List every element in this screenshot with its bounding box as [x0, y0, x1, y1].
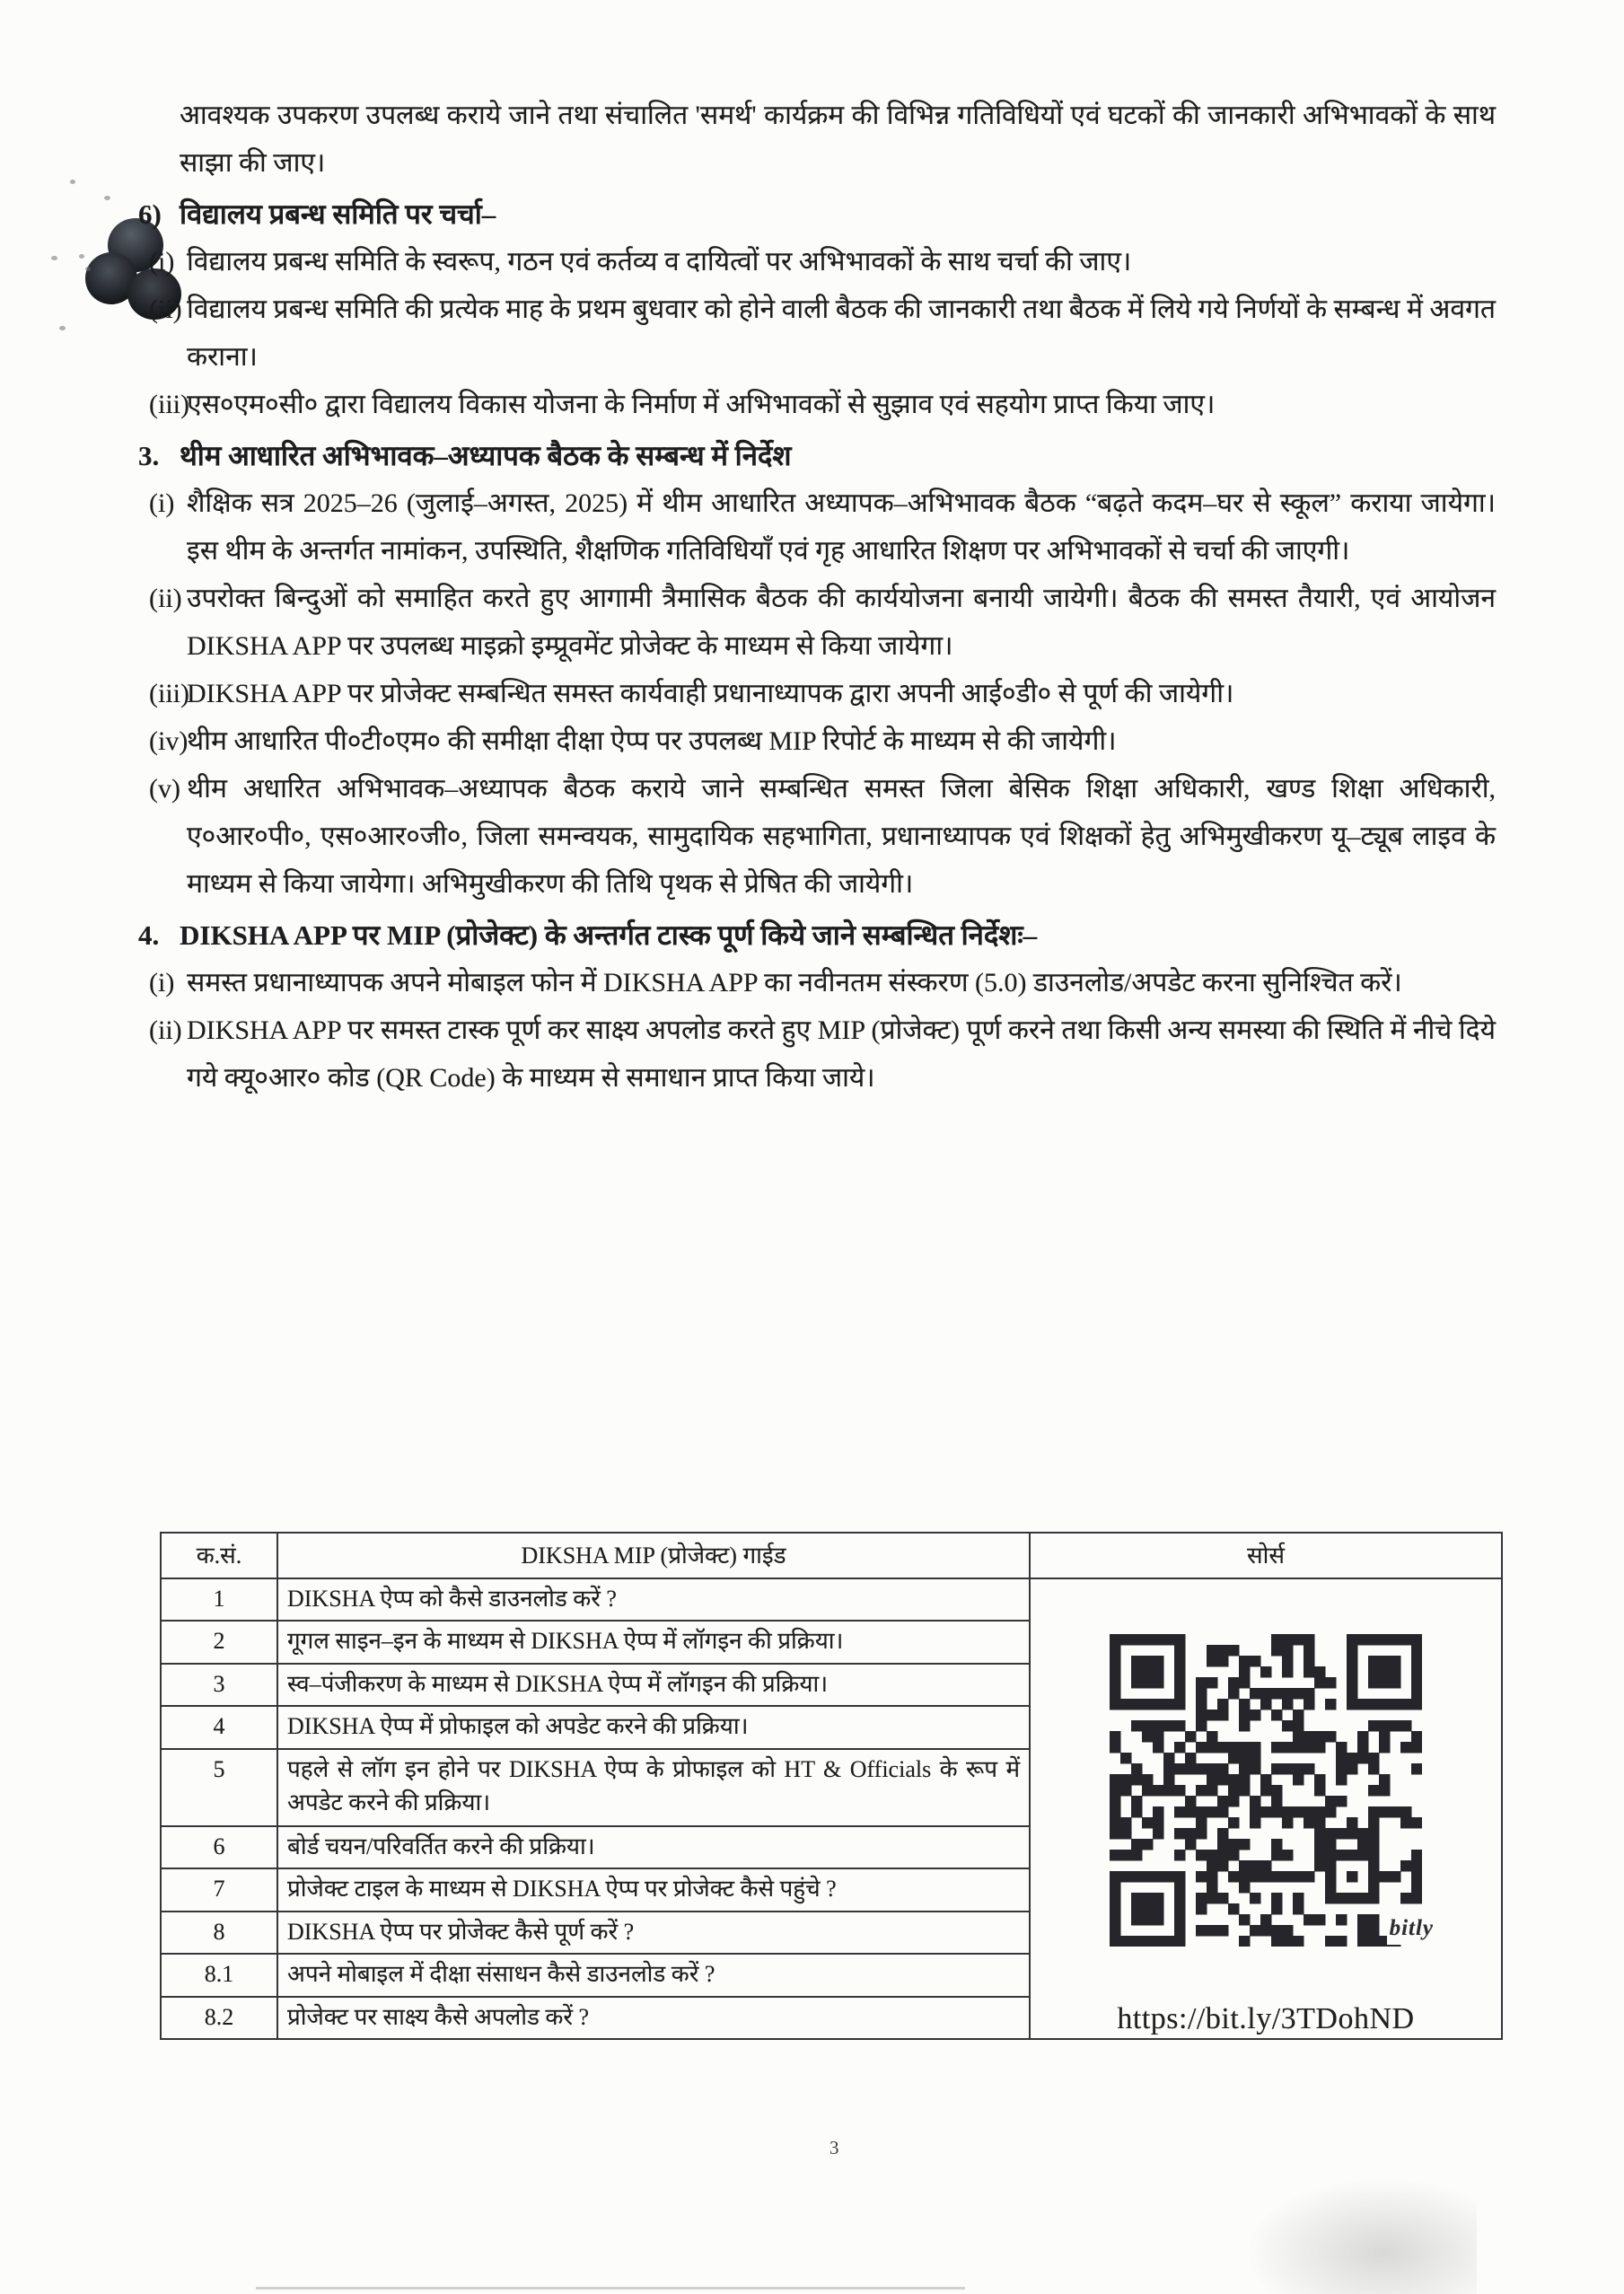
scan-edge-line [256, 2287, 965, 2290]
item-marker: (i) [149, 488, 175, 518]
page-number: 3 [830, 2137, 839, 2158]
section-3-number: 3. [138, 440, 160, 471]
item-text: विद्यालय प्रबन्ध समिति की प्रत्येक माह के प्रथम बुधवार को होने वाली बैठक की जानकारी तथा बैठक में लिये गये निर्णयों के सम्बन्ध में अवगत कराना। [187, 294, 1496, 372]
section-6-heading [135, 190, 1496, 238]
row-serial: 8 [161, 1912, 277, 1954]
row-serial: 8.2 [161, 1997, 277, 2040]
row-serial: 5 [161, 1749, 277, 1826]
qr-short-link: https://bit.ly/3TDohND [1117, 2002, 1415, 2035]
list-item [135, 1006, 1496, 1102]
item-marker: (ii) [149, 584, 182, 613]
scan-speck [85, 267, 91, 271]
scan-speck [51, 256, 57, 260]
document-body [135, 92, 1496, 1102]
serial-column-header: क.सं. [161, 1533, 277, 1578]
list-item [135, 479, 1496, 575]
bitly-logo: bitly [1387, 1912, 1436, 1945]
section-3-heading [135, 432, 1496, 479]
row-serial: 2 [161, 1621, 277, 1663]
table-row [161, 1578, 1502, 1621]
row-serial: 6 [161, 1826, 277, 1868]
section-6-number: 6) [138, 198, 162, 230]
item-text: थीम अधारित अभिभावक–अध्यापक बैठक कराये जाने सम्बन्धित समस्त जिला बेसिक शिक्षा अधिकारी, खण्ड शिक्षा अधिकारी, ए०आर०पी०, एस०आर०जी०, जिला समन्वयक, सामुदायिक सहभागिता, प्रधानाध्यापक एवं शिक्षकों हेतु अभिमुखीकरण यू–ट्यूब लाइव के माध्यम से किया जायेगा। अभिमुखीकरण की तिथि पृथक से प्रेषित की जायेगी। [187, 774, 1496, 899]
item-marker: (iv) [149, 726, 189, 756]
list-item [135, 717, 1496, 765]
row-text: अपने मोबाइल में दीक्षा संसाधन कैसे डाउनलोड करें ? [277, 1954, 1030, 1996]
qr-code [1110, 1634, 1434, 1947]
item-marker: (ii) [149, 1015, 182, 1045]
scan-speck [70, 180, 75, 184]
item-text: शैक्षिक सत्र 2025–26 (जुलाई–अगस्त, 2025) में थीम आधारित अध्यापक–अभिभावक बैठक “बढ़ते कदम–घर से स्कूल” कराया जायेगा। इस थीम के अन्तर्गत नामांकन, उपस्थिति, शैक्षणिक गतिविधियाँ एवं गृह आधारित शिक्षण पर अभिभावकों से चर्चा की जाएगी। [187, 488, 1496, 566]
scan-speck [79, 254, 84, 259]
row-text: DIKSHA ऐप्प पर प्रोजेक्ट कैसे पूर्ण करें ? [277, 1912, 1030, 1954]
qr-code-icon [1110, 1634, 1422, 1947]
row-text: प्रोजेक्ट पर साक्ष्य कैसे अपलोड करें ? [277, 1997, 1030, 2040]
item-text: DIKSHA APP पर समस्त टास्क पूर्ण कर साक्ष्य अपलोड करते हुए MIP (प्रोजेक्ट) पूर्ण करने तथा किसी अन्य समस्या की स्थिति में नीचे दिये गये क्यू०आर० कोड (QR Code) के माध्यम से समाधान प्राप्त किया जाये। [187, 1015, 1496, 1093]
row-text: गूगल साइन–इन के माध्यम से DIKSHA ऐप्प में लॉगइन की प्रक्रिया। [277, 1621, 1030, 1663]
section-4-number: 4. [138, 919, 160, 951]
item-text: समस्त प्रधानाध्यापक अपने मोबाइल फोन में DIKSHA APP का नवीनतम संस्करण (5.0) डाउनलोड/अपडेट करना सुनिश्चित करें। [187, 968, 1402, 998]
section-3-title: थीम आधारित अभिभावक–अध्यापक बैठक के सम्बन्ध में निर्देश [180, 440, 792, 471]
row-text: स्व–पंजीकरण के माध्यम से DIKSHA ऐप्प में लॉगइन की प्रक्रिया। [277, 1664, 1030, 1706]
list-item [135, 959, 1496, 1006]
item-marker: (i) [149, 247, 175, 277]
row-serial: 4 [161, 1706, 277, 1748]
item-text: DIKSHA APP पर प्रोजेक्ट सम्बन्धित समस्त कार्यवाही प्रधानाध्यापक द्वारा अपनी आई०डी० से पूर्ण की जायेगी। [187, 679, 1234, 708]
source-column-header: सोर्स [1030, 1533, 1502, 1578]
row-text: पहले से लॉग इन होने पर DIKSHA ऐप्प के प्रोफाइल को HT & Officials के रूप में अपडेट करने की प्रक्रिया। [277, 1749, 1030, 1826]
item-text: एस०एम०सी० द्वारा विद्यालय विकास योजना के निर्माण में अभिभावकों से सुझाव एवं सहयोग प्राप्त किया जाए। [187, 390, 1216, 419]
item-text: थीम आधारित पी०टी०एम० की समीक्षा दीक्षा ऐप्प पर उपलब्ध MIP रिपोर्ट के माध्यम से की जायेगी। [187, 726, 1117, 756]
item-marker: (ii) [149, 294, 182, 324]
item-marker: (iii) [149, 390, 189, 419]
section-4-title: DIKSHA APP पर MIP (प्रोजेक्ट) के अन्तर्गत टास्क पूर्ण किये जाने सम्बन्धित निर्देशः– [180, 919, 1038, 951]
item-text: विद्यालय प्रबन्ध समिति के स्वरूप, गठन एवं कर्तव्य व दायित्वों पर अभिभावकों के साथ चर्चा की जाए। [187, 247, 1132, 277]
row-serial: 1 [161, 1578, 277, 1621]
intro-paragraph: आवश्यक उपकरण उपलब्ध कराये जाने तथा संचालित 'समर्थ' कार्यक्रम की विभिन्न गतिविधियों एवं घटकों की जानकारी अभिभावकों के साथ साझा की जाए। [180, 101, 1496, 178]
list-item [135, 670, 1496, 717]
section-4-heading [135, 911, 1496, 959]
guide-column-header: DIKSHA MIP (प्रोजेक्ट) गाईड [277, 1533, 1030, 1578]
row-text: DIKSHA ऐप्प में प्रोफाइल को अपडेट करने की प्रक्रिया। [277, 1706, 1030, 1748]
row-text: बोर्ड चयन/परिवर्तित करने की प्रक्रिया। [277, 1826, 1030, 1868]
list-item [135, 286, 1496, 381]
section-6-title: विद्यालय प्रबन्ध समिति पर चर्चा– [180, 198, 496, 230]
source-cell [1030, 1578, 1502, 2039]
row-text: प्रोजेक्ट टाइल के माध्यम से DIKSHA ऐप्प पर प्रोजेक्ट कैसे पहुंचे ? [277, 1868, 1030, 1911]
list-item [135, 238, 1496, 286]
diksha-mip-guide-table [160, 1532, 1503, 2040]
item-marker: (i) [149, 968, 175, 998]
item-marker: (iii) [149, 679, 189, 708]
row-text: DIKSHA ऐप्प को कैसे डाउनलोड करें ? [277, 1578, 1030, 1621]
table-header-row [161, 1533, 1502, 1578]
row-serial: 8.1 [161, 1954, 277, 1996]
scan-smudge [1243, 2177, 1477, 2294]
scan-speck [59, 326, 66, 330]
scan-speck [104, 196, 110, 200]
list-item [135, 575, 1496, 670]
row-serial: 7 [161, 1868, 277, 1911]
list-item [135, 381, 1496, 428]
item-marker: (v) [149, 774, 180, 804]
item-text: उपरोक्त बिन्दुओं को समाहित करते हुए आगामी त्रैमासिक बैठक की कार्ययोजना बनायी जायेगी। बैठक की समस्त तैयारी, एवं आयोजन DIKSHA APP पर उपलब्ध माइक्रो इम्प्रूवमेंट प्रोजेक्ट के माध्यम से किया जायेगा। [187, 584, 1496, 661]
row-serial: 3 [161, 1664, 277, 1706]
list-item [135, 765, 1496, 908]
